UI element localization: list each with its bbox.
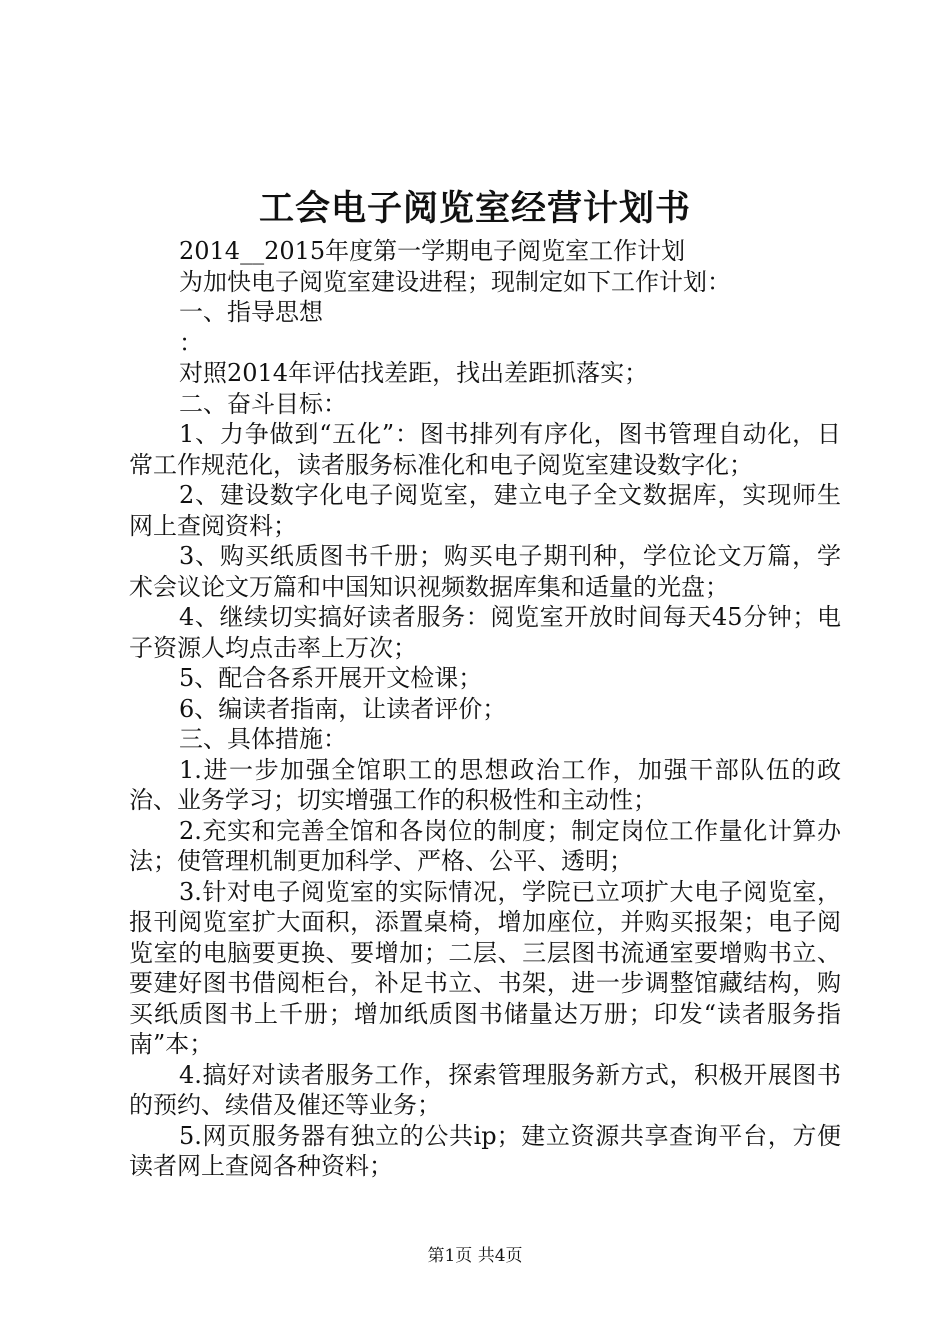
section-1-heading: 一、指导思想	[179, 298, 323, 326]
colon-line: ：	[179, 328, 203, 357]
section-1-text: 对照2014年评估找差距，找出差距抓落实；	[179, 359, 649, 387]
page-number: 第1页 共4页	[427, 1246, 523, 1266]
measure-paragraph: 2.充实和完善全馆和各岗位的制度；制定岗位工作量化计算办法；使管理机制更加科学、严格、公平、透明；	[129, 816, 841, 875]
goal-paragraph: 3、购买纸质图书千册；购买电子期刊种，学位论文万篇，学术会议论文万篇和中国知识视频数据库集和适量的光盘；	[129, 542, 841, 601]
goal-paragraph: 2、建设数字化电子阅览室，建立电子全文数据库，实现师生网上查阅资料；	[129, 481, 841, 540]
section-3-heading: 三、具体措施：	[179, 725, 347, 753]
measure-paragraph: 5.网页服务器有独立的公共ip；建立资源共享查询平台，方便读者网上查阅各种资料；	[129, 1121, 841, 1180]
document-title: 工会电子阅览室经营计划书	[258, 188, 691, 229]
goal-paragraph: 4、继续切实搞好读者服务：阅览室开放时间每天45分钟；电子资源人均点击率上万次；	[129, 603, 841, 662]
intro-line: 为加快电子阅览室建设进程；现制定如下工作计划：	[179, 267, 731, 296]
goal-5-line: 5、配合各系开展开文检课；	[179, 664, 483, 692]
section-2-heading: 二、奋斗目标：	[179, 389, 347, 418]
measure-paragraph: 3.针对电子阅览室的实际情况，学院已立项扩大电子阅览室，报刊阅览室扩大面积，添置桌椅，增加座位，并购买报架；电子阅览室的电脑要更换、要增加；二层、三层图书流通室要增购书立、要建好图书借阅柜台，补足书立、书架，进一步调整馆藏结构，购买纸质图书上千册；增加纸质图书储量达万册；印发“读者服务指南”本；	[129, 877, 841, 1058]
measure-paragraph: 4.搞好对读者服务工作，探索管理服务新方式，积极开展图书的预约、续借及催还等业务；	[129, 1060, 841, 1119]
goal-6-line: 6、编读者指南，让读者评价；	[179, 694, 507, 723]
measure-paragraph: 1.进一步加强全馆职工的思想政治工作，加强干部队伍的政治、业务学习；切实增强工作的积极性和主动性；	[129, 755, 841, 814]
document-body	[129, 236, 841, 1182]
subtitle-line: 2014__2015年度第一学期电子阅览室工作计划	[179, 237, 686, 265]
goal-paragraph: 1、力争做到“五化”：图书排列有序化，图书管理自动化，日常工作规范化，读者服务标准化和电子阅览室建设数字化；	[129, 420, 841, 479]
